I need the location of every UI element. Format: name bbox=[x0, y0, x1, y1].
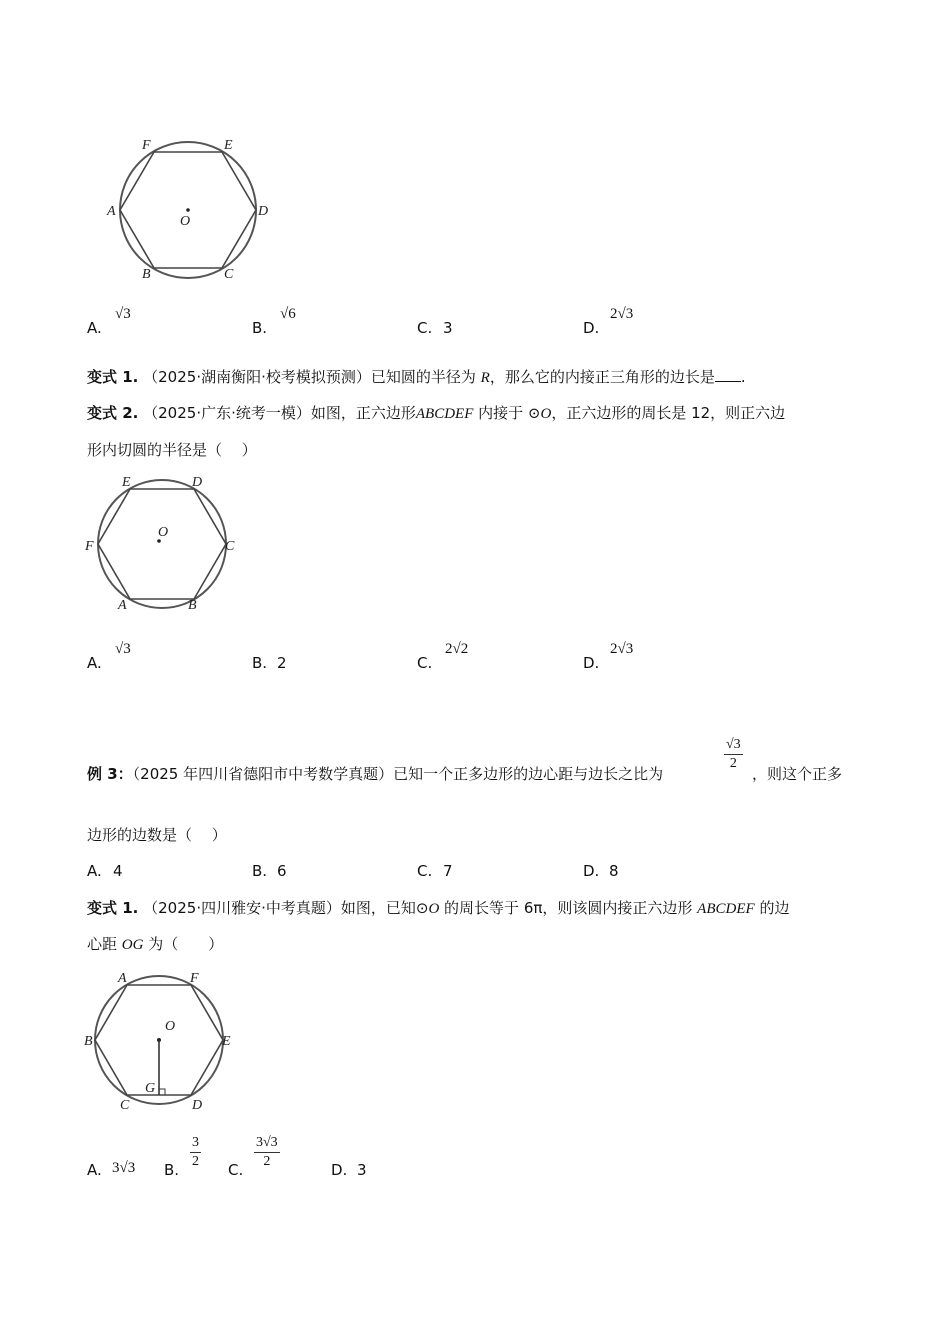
label-F: F bbox=[142, 138, 151, 153]
option-a-letter: A. bbox=[87, 319, 102, 337]
segment-og: OG bbox=[121, 937, 144, 953]
option-d-value: 3 bbox=[357, 1161, 367, 1179]
source: （2025·湖南衡阳·校考模拟预测） bbox=[143, 368, 371, 386]
variant-tag: 变式 2. bbox=[87, 404, 139, 422]
circumcircle bbox=[98, 480, 226, 608]
option-a-value: 4 bbox=[113, 862, 123, 880]
var-r: R bbox=[480, 370, 490, 386]
option-d-letter: D. bbox=[583, 654, 600, 672]
option-a-letter: A. bbox=[87, 1161, 102, 1179]
option-c-letter: C. bbox=[417, 654, 433, 672]
question-text: 已知圆的半径为 bbox=[370, 368, 481, 386]
label-A: A bbox=[118, 598, 127, 613]
polygon-name: ABCDEF bbox=[415, 406, 474, 422]
variant-1-line bbox=[87, 367, 746, 388]
example-3-line-1 bbox=[87, 764, 663, 784]
question-text: 如图，正六边形 bbox=[310, 404, 416, 422]
circle-name: ⊙O bbox=[527, 406, 552, 422]
option-b-value: √6 bbox=[280, 306, 296, 322]
option-b-letter: B. bbox=[252, 319, 268, 337]
question-text: 如图，已知⊙ bbox=[340, 899, 429, 917]
option-c-value: 2√2 bbox=[445, 641, 469, 657]
option-d-value: 2√3 bbox=[610, 306, 634, 322]
question-text-b: ，则这个正多 bbox=[752, 765, 843, 783]
option-d-letter: D. bbox=[583, 319, 600, 337]
question-text-b: ，那么它的内接正三角形的边长是 bbox=[489, 368, 715, 386]
label-D: D bbox=[192, 475, 203, 490]
option-b-value: 6 bbox=[277, 862, 287, 880]
option-b-letter: B. bbox=[252, 654, 268, 672]
option-d-value: 8 bbox=[609, 862, 619, 880]
question-text-c: 的边 bbox=[754, 899, 790, 917]
option-a-value: √3 bbox=[115, 306, 131, 322]
option-b-letter: B. bbox=[164, 1161, 180, 1179]
label-C: C bbox=[224, 267, 234, 282]
option-b-value: 2 bbox=[277, 654, 287, 672]
question-text-b: 为（ ） bbox=[143, 935, 224, 953]
option-c-letter: C. bbox=[228, 1161, 244, 1179]
option-a-value: 3√3 bbox=[112, 1160, 136, 1176]
option-b-fraction bbox=[190, 1134, 201, 1171]
ratio-fraction bbox=[724, 736, 743, 773]
label-A: A bbox=[107, 204, 116, 219]
label-E: E bbox=[122, 475, 131, 490]
label-F: F bbox=[190, 971, 199, 986]
example-tag: 例 3： bbox=[87, 765, 133, 783]
fraction-numerator: 3 bbox=[190, 1134, 201, 1153]
option-c-fraction bbox=[254, 1134, 280, 1171]
question-text-b: 的周长等于 6π，则该圆内接正六边形 bbox=[439, 899, 698, 917]
label-C: C bbox=[225, 539, 235, 554]
option-b-letter: B. bbox=[252, 862, 268, 880]
figure-hexagon-1 bbox=[100, 130, 285, 285]
right-angle-mark bbox=[159, 1089, 165, 1095]
option-d-value: 2√3 bbox=[610, 641, 634, 657]
end-dot: . bbox=[740, 368, 746, 386]
option-d-letter: D. bbox=[331, 1161, 348, 1179]
label-D: D bbox=[192, 1098, 203, 1113]
option-d-letter: D. bbox=[583, 862, 600, 880]
variant-tag: 变式 1. bbox=[87, 368, 139, 386]
var-o: O bbox=[428, 901, 440, 917]
label-E: E bbox=[222, 1034, 231, 1049]
option-c-value: 7 bbox=[443, 862, 453, 880]
question-text: （2025 年四川省德阳市中考数学真题）已知一个正多边形的边心距与边长之比为 bbox=[132, 765, 664, 783]
fraction-denominator: 2 bbox=[729, 756, 737, 771]
option-a-value: √3 bbox=[115, 641, 131, 657]
option-c-letter: C. bbox=[417, 862, 433, 880]
option-a-letter: A. bbox=[87, 654, 102, 672]
label-B: B bbox=[84, 1034, 93, 1049]
figure-hexagon-2 bbox=[82, 470, 252, 615]
option-a-letter: A. bbox=[87, 862, 102, 880]
example-3-line-2: 边形的边数是（ ） bbox=[87, 826, 227, 844]
option-c-letter: C. bbox=[417, 319, 433, 337]
label-O: O bbox=[158, 525, 169, 540]
fraction-numerator: √3 bbox=[724, 736, 743, 755]
answer-blank[interactable] bbox=[715, 367, 741, 382]
question-text-b: 内接于 bbox=[473, 404, 528, 422]
label-G: G bbox=[145, 1081, 156, 1096]
source: （2025·四川雅安·中考真题） bbox=[143, 899, 341, 917]
label-B: B bbox=[142, 267, 151, 282]
source: （2025·广东·统考一模） bbox=[143, 404, 311, 422]
center-dot bbox=[186, 208, 190, 212]
question-text-c: ，正六边形的周长是 12，则正六边 bbox=[551, 404, 786, 422]
variant-tag: 变式 1. bbox=[87, 899, 139, 917]
hexagon bbox=[98, 489, 226, 599]
label-C: C bbox=[120, 1098, 130, 1113]
fraction-denominator: 2 bbox=[263, 1154, 271, 1169]
label-B: B bbox=[188, 598, 197, 613]
polygon-name: ABCDEF bbox=[697, 901, 755, 917]
label-A: A bbox=[118, 971, 127, 986]
variant-3-line-2 bbox=[87, 934, 223, 955]
figure-hexagon-3 bbox=[82, 968, 252, 1116]
label-O: O bbox=[180, 214, 191, 229]
fraction-denominator: 2 bbox=[192, 1154, 199, 1169]
label-D: D bbox=[258, 204, 269, 219]
variant-3-line-1 bbox=[87, 898, 789, 919]
variant-2-line-2: 形内切圆的半径是（ ） bbox=[87, 441, 257, 459]
label-F: F bbox=[85, 539, 94, 554]
variant-2-line-1 bbox=[87, 403, 785, 424]
label-O: O bbox=[165, 1019, 176, 1034]
label-E: E bbox=[224, 138, 233, 153]
option-c-value: 3 bbox=[443, 319, 453, 337]
fraction-numerator: 3√3 bbox=[254, 1134, 280, 1153]
question-text: 心距 bbox=[87, 935, 122, 953]
